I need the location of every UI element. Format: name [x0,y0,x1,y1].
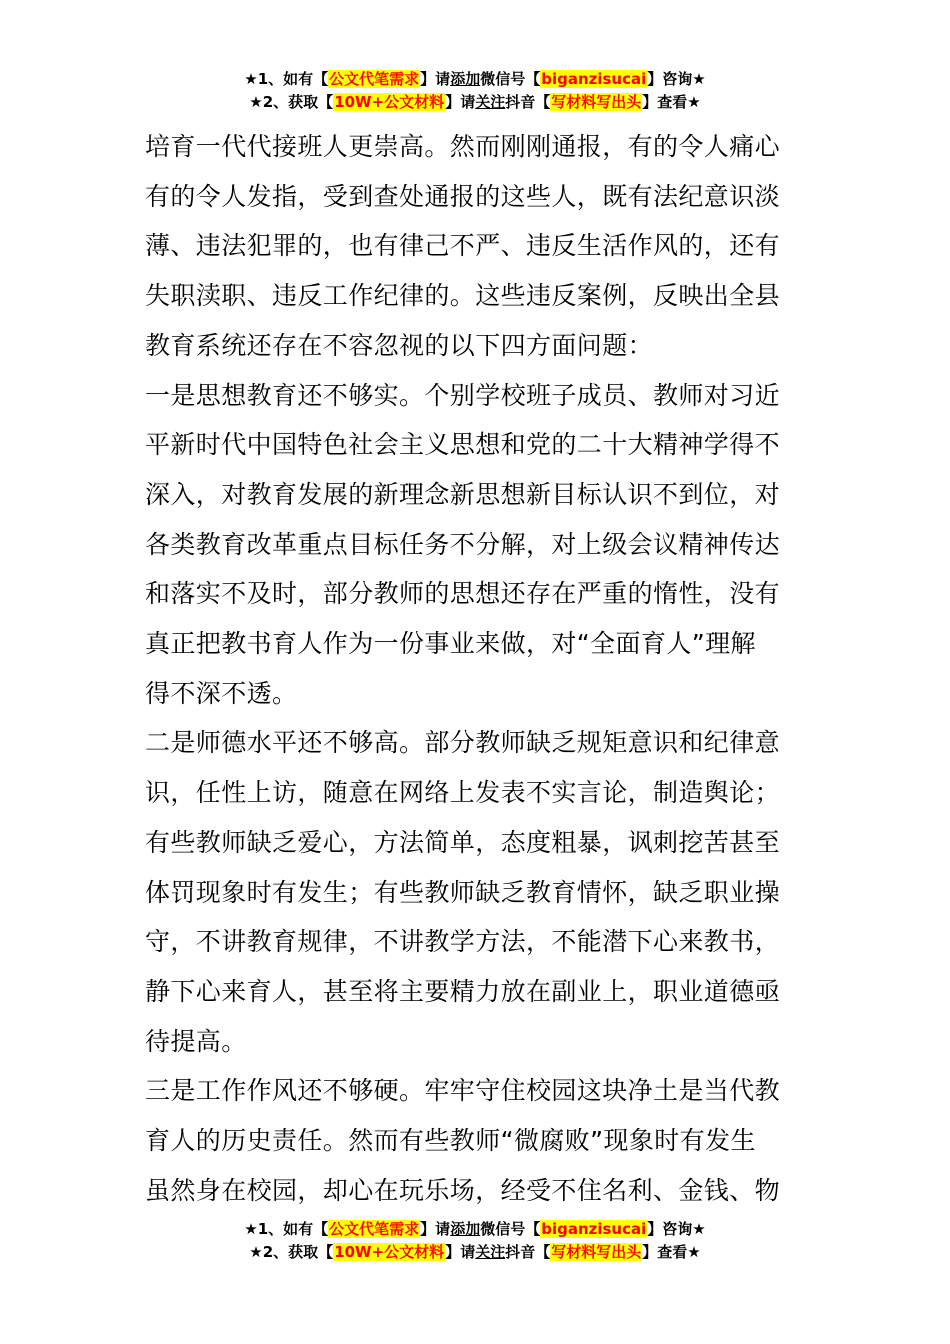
body-line: 虽然身在校园，却心在玩乐场，经受不住名利、金钱、物 [145,1175,781,1205]
header-banner [0,68,950,114]
banner-text: ★1、如有【 [244,70,329,88]
footer-banner [0,1218,950,1264]
highlight-ghostwriting: 公文代笔需求 [329,1220,420,1238]
highlight-wechat-id: biganzisucai [541,1220,647,1238]
highlight-materials: 10W+公文材料 [334,1243,445,1261]
body-line: 有些教师缺乏爱心，方法简单，态度粗暴，讽刺挖苦甚至 [145,827,781,857]
banner-line-2 [0,1241,950,1264]
banner-text: ★2、获取【 [249,1243,334,1261]
body-line: 培育一代代接班人更崇高。然而刚刚通报，有的令人痛心 [145,132,781,161]
banner-text: 】查看★ [642,93,701,111]
highlight-wechat-id: biganzisucai [541,70,647,88]
banner-text: 抖音【 [505,1243,551,1261]
banner-text: 】咨询★ [647,1220,706,1238]
banner-line-2 [0,91,950,114]
body-line: 体罚现象时有发生；有些教师缺乏教育情怀，缺乏职业操 [145,877,781,907]
body-line: 失职渎职、违反工作纪律的。这些违反案例，反映出全县 [145,281,781,311]
banner-underlined-text: 关注 [475,1243,506,1261]
banner-text: 】请 [445,1243,476,1261]
body-line: 育人的历史责任。然而有些教师“微腐败”现象时有发生 [145,1126,756,1156]
body-line: 教育系统还存在不容忽视的以下四方面问题： [145,330,654,360]
banner-text: 】请 [445,93,476,111]
body-line: 守，不讲教育规律，不讲教学方法，不能潜下心来教书， [145,927,781,957]
banner-text: 】查看★ [642,1243,701,1261]
banner-text: 微信号【 [480,70,541,88]
body-line: 得不深不透。 [145,678,298,708]
banner-text: 】咨询★ [647,70,706,88]
body-line: 静下心来育人，甚至将主要精力放在副业上，职业道德亟 [145,976,781,1006]
body-line: 二是师德水平还不够高。部分教师缺乏规矩意识和纪律意 [145,728,781,758]
body-line: 识，任性上访，随意在网络上发表不实言论，制造舆论； [145,778,781,808]
highlight-douyin-account: 写材料写出头 [551,93,642,111]
banner-text: ★1、如有【 [244,1220,329,1238]
banner-text: 】请 [420,70,451,88]
banner-text: 】请 [420,1220,451,1238]
document-body [145,122,810,1215]
body-line: 有的令人发指，受到查处通报的这些人，既有法纪意识淡 [145,181,781,211]
banner-line-1 [0,1218,950,1241]
body-line: 薄、违法犯罪的，也有律己不严、违反生活作风的，还有 [145,231,781,261]
body-line: 一是思想教育还不够实。个别学校班子成员、教师对习近 [145,380,781,410]
banner-underlined-text: 添加 [450,70,481,88]
banner-line-1 [0,68,950,91]
highlight-materials: 10W+公文材料 [334,93,445,111]
body-line: 三是工作作风还不够硬。牢牢守住校园这块净土是当代教 [145,1076,781,1106]
banner-text: 抖音【 [505,93,551,111]
body-line: 和落实不及时，部分教师的思想还存在严重的惰性，没有 [145,579,781,609]
body-line: 深入，对教育发展的新理念新思想新目标认识不到位，对 [145,479,781,509]
body-line: 待提高。 [145,1026,247,1056]
banner-underlined-text: 添加 [450,1220,481,1238]
body-line: 平新时代中国特色社会主义思想和党的二十大精神学得不 [145,430,781,460]
highlight-ghostwriting: 公文代笔需求 [329,70,420,88]
highlight-douyin-account: 写材料写出头 [551,1243,642,1261]
banner-underlined-text: 关注 [475,93,506,111]
banner-text: 微信号【 [480,1220,541,1238]
body-line: 真正把教书育人作为一份事业来做，对“全面育人”理解 [145,629,756,659]
banner-text: ★2、获取【 [249,93,334,111]
body-line: 各类教育改革重点目标任务不分解，对上级会议精神传达 [145,529,781,559]
